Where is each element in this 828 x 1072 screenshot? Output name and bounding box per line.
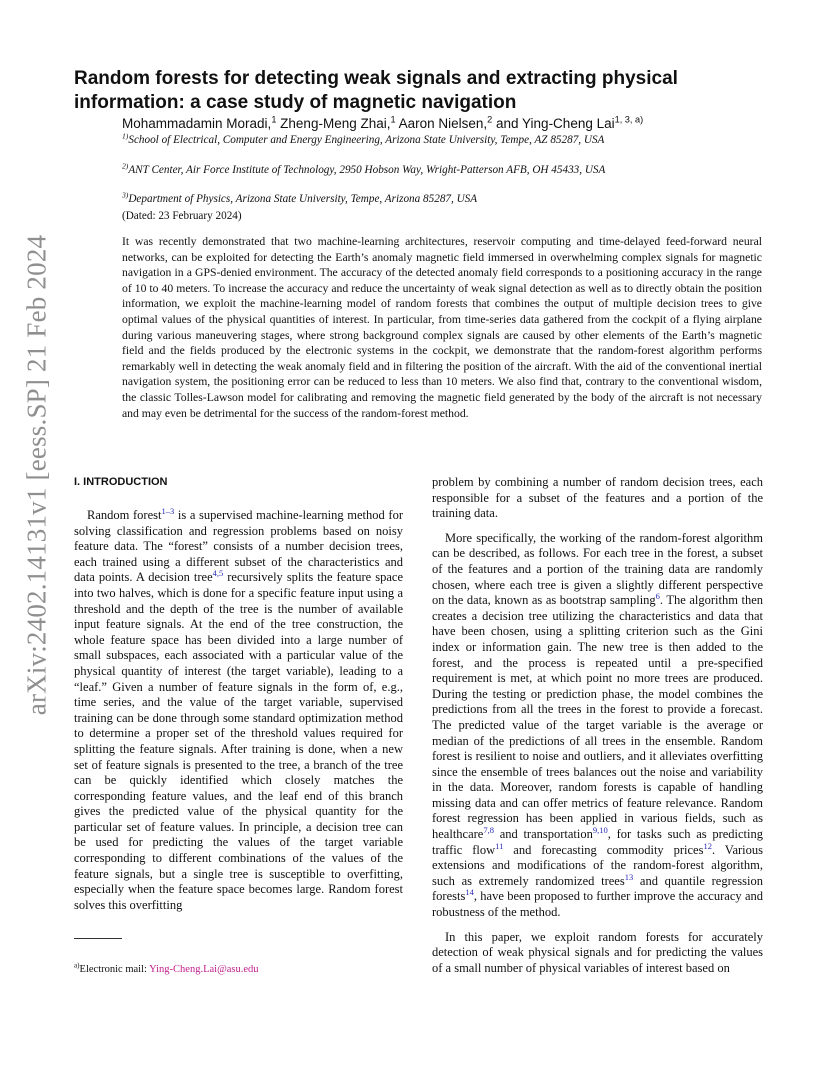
- citation-link[interactable]: 4,5: [212, 568, 224, 579]
- section-heading-introduction: I. INTRODUCTION: [74, 476, 168, 488]
- arxiv-identifier-text: arXiv:2402.14131v1 [eess.SP] 21 Feb 2024: [21, 234, 52, 716]
- affiliation-2: $^{2)}$ANT Center, Air Force Institute of Technology, 2950 Hobson Way, Wright-Patterson AFB, OH 45433, USA: [122, 161, 606, 176]
- citation-link[interactable]: 7,8: [483, 824, 494, 835]
- author-affiliation-mark: 1: [271, 114, 277, 125]
- author-affiliation-mark: 1, 3, a): [614, 114, 644, 125]
- citation-link[interactable]: 9,10: [592, 824, 608, 835]
- citation-link[interactable]: 13: [624, 871, 634, 882]
- author-name: Mohammadamin Moradi,: [122, 116, 272, 131]
- author-name: and Ying-Cheng Lai: [492, 116, 615, 131]
- citation-link[interactable]: 6: [655, 591, 660, 601]
- author-name: Aaron Nielsen,: [395, 116, 488, 131]
- date-line: (Dated: 23 February 2024): [122, 210, 242, 222]
- footnote: $^{a)}$Electronic mail: Ying-Cheng.Lai@asu.edu: [74, 961, 259, 975]
- arxiv-identifier-stamp: [0, 0, 70, 1072]
- paper-title: Random forests for detecting weak signals and extracting physical information: a case study of magnetic navigation: [74, 68, 678, 113]
- citation-link[interactable]: 12: [703, 840, 712, 851]
- intro-paragraph-2: More specifically, the working of the random-forest algorithm can be described, as follows. For each tree in the forest, a subset of the features and a portion of the training data are randomly chosen, where each tree is given a slightly different perspective on the data, known as as bootstrap sampling$^6$. The algorithm then creates a decision tree utilizing the characteristics and data that have been chosen, using a splitting criterion such as the Gini index or information gain. The new tree is then added to the forest, and the process is repeated until a pre-specified requirement is met, at which point no more trees are produced. During the testing or prediction phase, the model combines the predictions from all the trees in the forest to provide a forecast. The predicted value of the target variable is the average or median of the predictions of all trees in the ensemble. Random forest is resilient to noise and outliers, and it alleviates overfitting since the ensemble of trees balances out the noise and variability in the data. Moreover, random forests is capable of handling missing data and can offer metrics of feature relevance. Random forest regression has been applied in various fields, such as healthcare$^{7,8}$ and transportation$^{9,10}$, for tasks such as predicting traffic flow$^{11}$ and forecasting commodity prices$^{12}$. Various extensions and modifications of the random-forest algorithm, such as extremely randomized trees$^{13}$ and quantile regression forests$^{14}$, have been proposed to further improve the accuracy and robustness of the method.: [432, 530, 764, 920]
- intro-paragraph-3: In this paper, we exploit random forests for accurately detection of weak physical signals and for predicting the values of a small number of physical variables of interest based on: [432, 929, 763, 975]
- footnote-divider: [74, 938, 122, 939]
- email-link[interactable]: Ying-Cheng.Lai@asu.edu: [149, 964, 259, 975]
- left-column: [74, 505, 403, 913]
- citation-link[interactable]: 1–3: [161, 505, 175, 516]
- intro-paragraph-1-continued: problem by combining a number of random decision trees, each responsible for a subset of the features and a portion of the training data.: [432, 475, 763, 521]
- author-list: [122, 116, 722, 131]
- author-affiliation-mark: 1: [390, 114, 396, 125]
- intro-paragraph-1: Random forest$^{1-3}$ is a supervised machine-learning method for solving classification and regression problems based on noisy feature data. The “forest” consists of a number decision trees, each trained using a different subset of the characteristics and data points. A decision tree$^{4,5}$ recursively splits the feature space into two halves, which is done for a specific feature input using a threshold and the depth of the tree is the number of available input feature signals. At the end of the tree construction, the whole feature space has been divided into a large number of small subspaces, each associated with a particular value of the physical quantity of interest (the target variable), leading to a “leaf.” Given a number of feature signals in the form of, e.g., time series, and the value of the target variable, supervised training can be done through some standard optimization method to determine a proper set of the threshold values required for splitting the feature signals. After training is done, when a new set of feature signals is presented to the tree, a branch of the tree can be quickly identified which closely matches the corresponding feature values, and the leaf end of this branch gives the predicted value of the physical quantity for the particular set of feature values. In principle, a decision tree can be used for predicting the values of the target variable corresponding to different combinations of the values of the feature signals, but a single tree is susceptible to overfitting, especially when the feature space becomes large. Random forest solves this overfitting: [74, 505, 403, 912]
- author-name: Zheng-Meng Zhai,: [276, 116, 391, 131]
- right-column: [432, 475, 763, 976]
- abstract: It was recently demonstrated that two machine-learning architectures, reservoir computing and time-delayed feed-forward neural networks, can be exploited for detecting the Earth’s anomaly magnetic field immersed in overwhelming complex signals for magnetic navigation in a GPS-denied environment. The accuracy of the detected anomaly field corresponds to a positioning accuracy in the range of 10 to 40 meters. To increase the accuracy and reduce the uncertainty of weak signal detection as well as to directly obtain the position information, we exploit the machine-learning model of random forests that combines the output of multiple decision trees to give optimal values of the physical quantities of interest. In particular, from time-series data gathered from the cockpit of a flying airplane during various maneuvering stages, where strong background complex signals are caused by other elements of the Earth’s magnetic field and the fields produced by the electronic systems in the cockpit, we demonstrate that the random-forest algorithm performs remarkably well in detecting the weak anomaly field and in filtering the position of the aircraft. With the aid of the conventional inertial navigation system, the positioning error can be reduced to less than 10 meters. We also find that, contrary to the conventional wisdom, the classic Tolles-Lawson model for calibrating and removing the magnetic field generated by the body of the aircraft is not necessary and may even be detrimental for the success of the random-forest method.: [122, 235, 762, 420]
- affiliation-3: $^{3)}$Department of Physics, Arizona State University, Tempe, Arizona 85287, USA: [122, 190, 478, 205]
- citation-link[interactable]: 11: [495, 840, 504, 851]
- affiliation-1: $^{1)}$School of Electrical, Computer and Energy Engineering, Arizona State University, Tempe, AZ 85287, USA: [122, 131, 605, 146]
- author-affiliation-mark: 2: [487, 114, 493, 125]
- citation-link[interactable]: 14: [465, 887, 474, 898]
